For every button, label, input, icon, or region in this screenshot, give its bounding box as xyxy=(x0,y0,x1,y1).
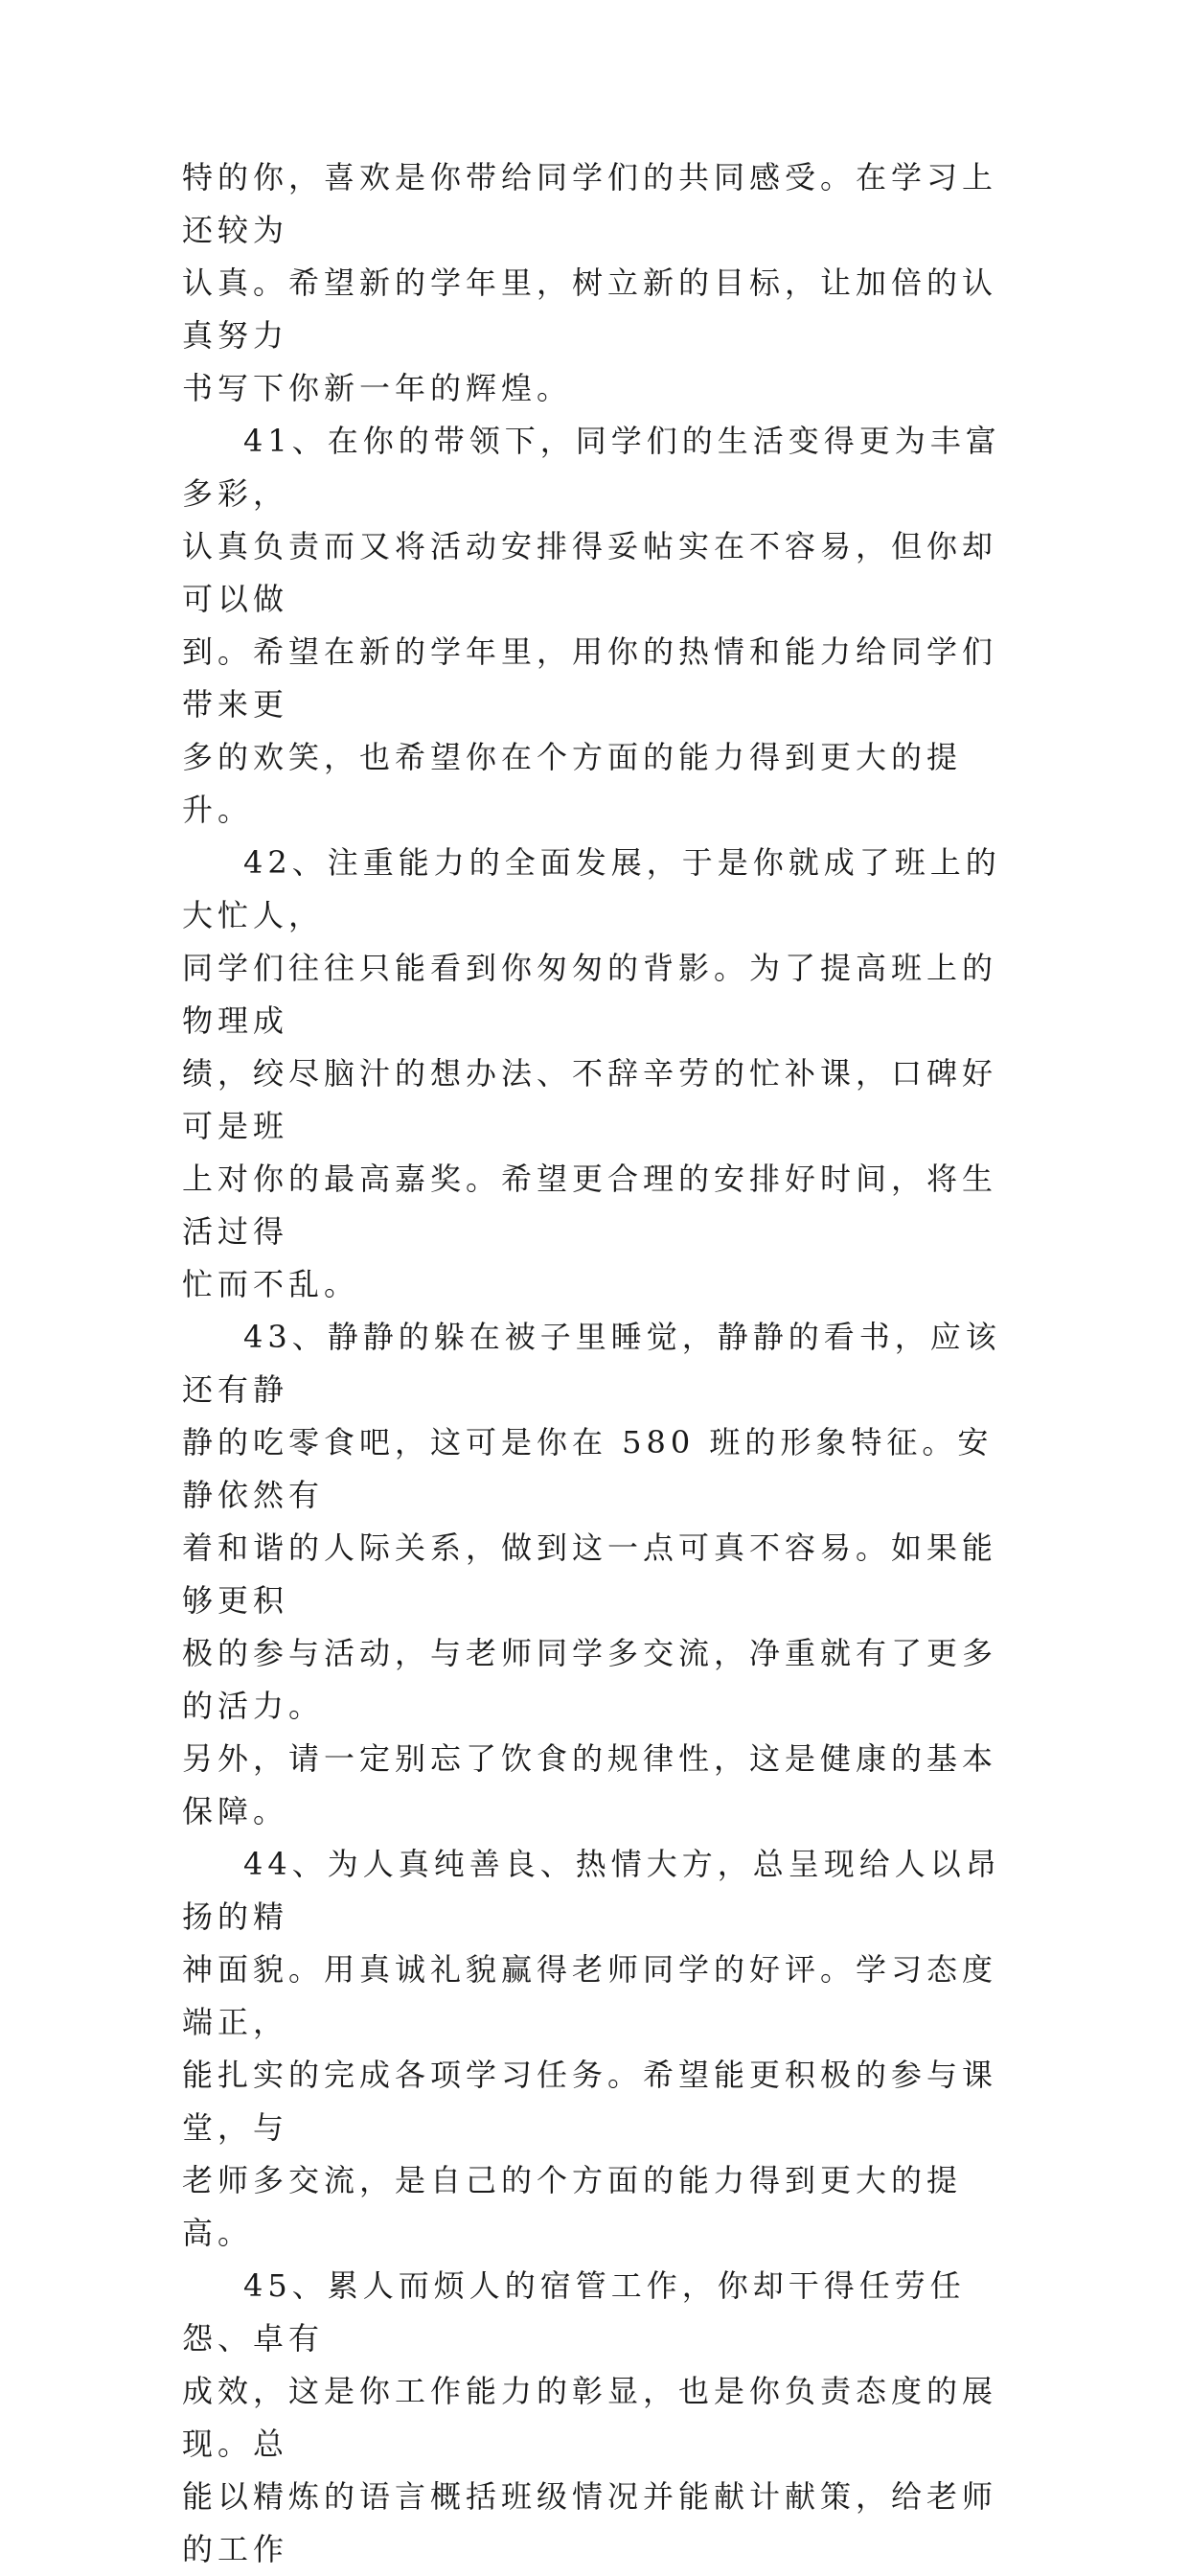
text-line: 45、累人而烦人的宿管工作，你却干得任劳任怨、卓有 xyxy=(182,2267,966,2357)
text-line: 特的你，喜欢是你带给同学们的共同感受。在学习上还较为 xyxy=(182,159,998,248)
text-line: 认真负责而又将活动安排得妥帖实在不容易，但你却可以做 xyxy=(182,528,998,617)
document-body xyxy=(182,151,1016,2576)
text-line: 认真。希望新的学年里，树立新的目标，让加倍的认真努力 xyxy=(182,264,998,354)
text-line: 42、注重能力的全面发展，于是你就成了班上的大忙人， xyxy=(182,844,1001,933)
paragraph-45 xyxy=(182,2260,1016,2576)
text-line: 同学们往往只能看到你匆匆的背影。为了提高班上的物理成 xyxy=(182,950,998,1039)
text-line: 绩，绞尽脑汁的想办法、不辞辛劳的忙补课，口碑好可是班 xyxy=(182,1055,998,1144)
text-line: 静的吃零食吧，这可是你在 580 班的形象特征。安静依然有 xyxy=(182,1424,994,1513)
text-line: 41、在你的带领下，同学们的生活变得更为丰富多彩， xyxy=(182,423,1001,512)
text-line: 另外，请一定别忘了饮食的规律性，这是健康的基本保障。 xyxy=(182,1740,998,1829)
paragraph-continuation xyxy=(182,151,1016,415)
text-line: 忙而不乱。 xyxy=(182,1266,360,1302)
paragraph-42 xyxy=(182,837,1016,1311)
text-line: 书写下你新一年的辉煌。 xyxy=(182,370,573,406)
text-line: 到。希望在新的学年里，用你的热情和能力给同学们带来更 xyxy=(182,633,998,723)
text-line: 多的欢笑，也希望你在个方面的能力得到更大的提升。 xyxy=(182,739,963,828)
text-line: 神面貌。用真诚礼貌赢得老师同学的好评。学习态度端正， xyxy=(182,1951,998,2040)
paragraph-43 xyxy=(182,1311,1016,1838)
text-line: 44、为人真纯善良、热情大方，总呈现给人以昂扬的精 xyxy=(182,1846,1001,1935)
paragraph-44 xyxy=(182,1838,1016,2260)
text-line: 成效，这是你工作能力的彰显，也是你负责态度的展现。总 xyxy=(182,2373,998,2462)
paragraph-41 xyxy=(182,415,1016,837)
text-line: 着和谐的人际关系，做到这一点可真不容易。如果能够更积 xyxy=(182,1530,998,1619)
text-line: 能以精炼的语言概括班级情况并能献计献策，给老师的工作 xyxy=(182,2478,998,2567)
text-line: 老师多交流，是自己的个方面的能力得到更大的提高。 xyxy=(182,2162,963,2251)
text-line: 极的参与活动，与老师同学多交流，净重就有了更多的活力。 xyxy=(182,1635,998,1724)
text-line: 上对你的最高嘉奖。希望更合理的安排好时间，将生活过得 xyxy=(182,1161,998,1250)
text-line: 43、静静的躲在被子里睡觉，静静的看书，应该还有静 xyxy=(182,1319,1001,1408)
text-line: 能扎实的完成各项学习任务。希望能更积极的参与课堂，与 xyxy=(182,2057,998,2146)
